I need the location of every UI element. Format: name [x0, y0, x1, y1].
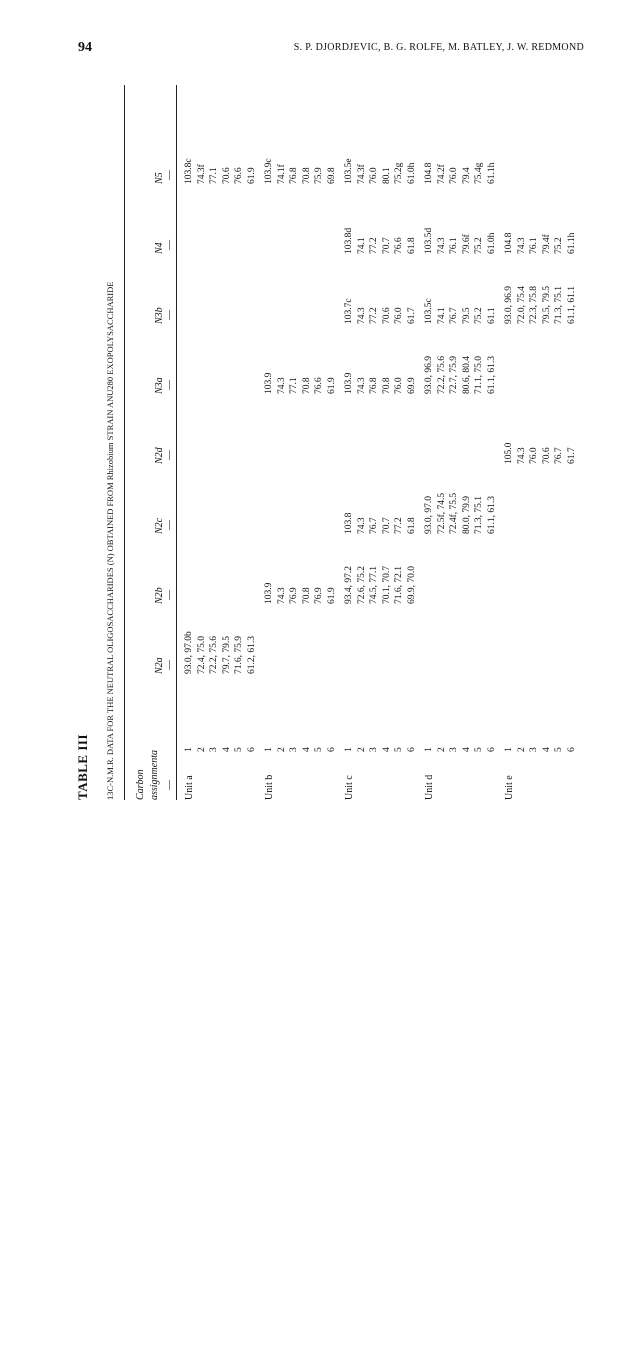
carbon-number: 1: [184, 747, 194, 752]
shift-value: 76.7: [449, 307, 460, 324]
column-dash: —: [164, 170, 175, 180]
carbon-number: 2: [196, 747, 207, 752]
carbon-number: 6: [327, 747, 337, 752]
shift-value: 74.3: [436, 237, 447, 254]
shift-value: 74.3: [356, 517, 367, 534]
shift-value: 72.4, 75.0: [196, 636, 207, 674]
unit-label: Unit c: [344, 775, 356, 800]
shift-value: 79.4: [461, 167, 472, 184]
shift-value: 93.0, 96.9: [424, 356, 435, 394]
shift-value: 61.1, 61.1: [567, 286, 578, 324]
unit-label: Unit d: [424, 774, 436, 800]
carbon-number: 1: [264, 747, 274, 752]
carbon-number: 3: [529, 747, 540, 752]
carbon-number: 2: [356, 747, 367, 752]
column-dash: —: [164, 780, 175, 790]
shift-value: 77.1: [289, 377, 300, 394]
header-rule: [176, 85, 177, 800]
shift-value: 104.8: [504, 232, 515, 254]
shift-value: 103.9: [344, 372, 355, 394]
carbon-number: 4: [221, 747, 232, 752]
carbon-number: 2: [436, 747, 447, 752]
shift-value: 74.1: [436, 307, 447, 324]
shift-value: 72.3, 75.8: [529, 286, 540, 324]
shift-value: 103.9: [264, 582, 274, 604]
carbon-number: 3: [289, 747, 300, 752]
shift-value: 76.8: [289, 167, 300, 184]
shift-value: 103.7c: [344, 298, 355, 324]
column-dash: —: [164, 520, 175, 530]
shift-value: 76.8: [369, 377, 380, 394]
shift-value: 79.4f: [541, 234, 552, 254]
shift-value: 70.6: [221, 167, 232, 184]
shift-value: 76.9: [289, 587, 300, 604]
shift-value: 71.1, 75.0: [474, 356, 485, 394]
shift-value: 75.2: [554, 237, 565, 254]
shift-value: 71.6, 72.1: [394, 566, 405, 604]
shift-value: 69.9: [407, 377, 418, 394]
shift-value: 70.8: [301, 167, 312, 184]
shift-value: 72.4f, 75.5: [449, 492, 460, 534]
shift-value: 76.6: [394, 237, 405, 254]
shift-value: 76.6: [314, 377, 325, 394]
carbon-number: 4: [461, 747, 472, 752]
column-header: N3b: [154, 307, 165, 324]
page-number: 94: [78, 40, 92, 55]
carbon-header: [134, 750, 162, 800]
carbon-number: 6: [247, 747, 257, 752]
column-dash: —: [164, 450, 175, 460]
unit-label: Unit a: [184, 775, 195, 800]
shift-value: 77.1: [209, 167, 220, 184]
shift-value: 80.1: [381, 167, 392, 184]
shift-value: 77.2: [394, 517, 405, 534]
column-header: N2a: [154, 657, 165, 674]
column-header: N5: [154, 172, 165, 184]
shift-value: 61.1h: [487, 162, 498, 184]
shift-value: 61.1, 61.3: [487, 496, 498, 534]
carbon-number: 2: [276, 747, 287, 752]
shift-value: 74.3: [276, 587, 287, 604]
carbon-number: 3: [449, 747, 460, 752]
shift-value: 103.5c: [424, 298, 435, 324]
shift-value: 103.5e: [344, 158, 355, 184]
top-rule: [124, 85, 125, 800]
running-head: S. P. DJORDJEVIC, B. G. ROLFE, M. BATLEY, J. W. REDMOND: [293, 42, 584, 53]
carbon-number: 1: [424, 747, 435, 752]
shift-value: 103.9c: [264, 158, 274, 184]
shift-value: 76.6: [234, 167, 245, 184]
shift-value: 76.0: [394, 307, 405, 324]
carbon-header-line1: Carbon: [135, 769, 146, 800]
column-header: N4: [154, 242, 165, 254]
shift-value: 74.3f: [356, 164, 367, 184]
carbon-number: 5: [394, 747, 405, 752]
column-dash: —: [164, 660, 175, 670]
shift-value: 75.9: [314, 167, 325, 184]
shift-value: 76.0: [369, 167, 380, 184]
carbon-number: 6: [487, 747, 498, 752]
carbon-number: 3: [369, 747, 380, 752]
shift-value: 71.6, 75.9: [234, 636, 245, 674]
shift-value: 75.4g: [474, 162, 485, 184]
shift-value: 103.9: [264, 372, 274, 394]
shift-value: 61.7: [567, 447, 578, 464]
shift-value: 61.7: [407, 307, 418, 324]
shift-value: 61.0h: [487, 232, 498, 254]
carbon-number: 3: [209, 747, 220, 752]
shift-value: 76.7: [369, 517, 380, 534]
table-iii: [70, 80, 624, 800]
shift-value: 70.6: [541, 447, 552, 464]
shift-value: 72.0, 75.4: [516, 286, 527, 324]
carbon-number: 5: [234, 747, 245, 752]
shift-value: 71.3, 75.1: [474, 496, 485, 534]
carbon-number: 4: [381, 747, 392, 752]
shift-value: 93.0, 97.0b: [184, 631, 194, 674]
column-dash: —: [164, 240, 175, 250]
shift-value: 61.9: [327, 377, 337, 394]
shift-value: 61.1: [487, 307, 498, 324]
carbon-number: 1: [504, 747, 515, 752]
shift-value: 70.7: [381, 237, 392, 254]
column-dash: —: [164, 380, 175, 390]
shift-value: 70.7: [381, 517, 392, 534]
shift-value: 74.3: [356, 377, 367, 394]
carbon-number: 4: [301, 747, 312, 752]
shift-value: 70.1, 70.7: [381, 566, 392, 604]
shift-value: 74.3: [276, 377, 287, 394]
shift-value: 72.2, 75.6: [209, 636, 220, 674]
carbon-header-line2: assignmenta: [149, 750, 160, 800]
shift-value: 80.6, 80.4: [461, 356, 472, 394]
column-header: N2c: [154, 517, 165, 534]
table-caption: 13C-N.M.R. DATA FOR THE NEUTRAL OLIGOSACCHARIDES (N) OBTAINED FROM Rhizobium STRAIN ANU280 EXOPOLYSACCHARIDE: [105, 281, 115, 800]
shift-value: 79.5, 79.5: [541, 286, 552, 324]
shift-value: 77.2: [369, 237, 380, 254]
shift-value: 79.6f: [461, 234, 472, 254]
shift-value: 69.8: [327, 167, 337, 184]
unit-label: Unit e: [504, 775, 516, 800]
unit-label: Unit b: [264, 774, 275, 800]
shift-value: 103.8d: [344, 227, 355, 254]
carbon-number: 6: [567, 747, 578, 752]
shift-value: 74.3: [516, 237, 527, 254]
column-dash: —: [164, 590, 175, 600]
shift-value: 93.4, 97.2: [344, 566, 355, 604]
carbon-number: 6: [407, 747, 418, 752]
shift-value: 76.1: [529, 237, 540, 254]
shift-value: 74.5, 77.1: [369, 566, 380, 604]
carbon-number: 2: [516, 747, 527, 752]
shift-value: 72.2, 75.6: [436, 356, 447, 394]
shift-value: 76.1: [449, 237, 460, 254]
shift-value: 74.1f: [276, 164, 287, 184]
shift-value: 76.0: [529, 447, 540, 464]
shift-value: 74.3: [516, 447, 527, 464]
shift-value: 72.6, 75.2: [356, 566, 367, 604]
shift-value: 61.9: [327, 587, 337, 604]
shift-value: 76.9: [314, 587, 325, 604]
shift-value: 76.0: [449, 167, 460, 184]
shift-value: 70.8: [381, 377, 392, 394]
shift-value: 74.1: [356, 237, 367, 254]
shift-value: 103.8c: [184, 158, 194, 184]
shift-value: 75.2g: [394, 162, 405, 184]
shift-value: 69.9, 70.0: [407, 566, 418, 604]
table-label: TABLE III: [75, 733, 90, 800]
shift-value: 74.3f: [196, 164, 207, 184]
carbon-number: 5: [554, 747, 565, 752]
shift-value: 70.8: [301, 587, 312, 604]
column-header: N3a: [154, 377, 165, 394]
shift-value: 79.7, 79.5: [221, 636, 232, 674]
shift-value: 61.9: [247, 167, 257, 184]
shift-value: 61.1h: [567, 232, 578, 254]
shift-value: 75.2: [474, 307, 485, 324]
shift-value: 103.8: [344, 512, 355, 534]
shift-value: 61.8: [407, 517, 418, 534]
shift-value: 104.8: [424, 162, 435, 184]
shift-value: 70.6: [381, 307, 392, 324]
column-header: N2b: [154, 587, 165, 604]
shift-value: 75.2: [474, 237, 485, 254]
shift-value: 72.5f, 74.5: [436, 492, 447, 534]
shift-value: 61.2, 61.3: [247, 636, 257, 674]
shift-value: 61.0h: [407, 162, 418, 184]
shift-value: 79.5: [461, 307, 472, 324]
shift-value: 93.0, 96.9: [504, 286, 515, 324]
column-header: N2d: [154, 447, 165, 464]
shift-value: 74.2f: [436, 164, 447, 184]
shift-value: 61.1, 61.3: [487, 356, 498, 394]
column-dash: —: [164, 310, 175, 320]
shift-value: 103.5d: [424, 227, 435, 254]
shift-value: 77.2: [369, 307, 380, 324]
shift-value: 70.8: [301, 377, 312, 394]
shift-value: 105.0: [504, 442, 515, 464]
shift-value: 71.3, 75.1: [554, 286, 565, 324]
carbon-number: 5: [474, 747, 485, 752]
shift-value: 61.8: [407, 237, 418, 254]
shift-value: 76.7: [554, 447, 565, 464]
shift-value: 72.7, 75.9: [449, 356, 460, 394]
rotated-table-container: [70, 158, 624, 1360]
shift-value: 76.0: [394, 377, 405, 394]
shift-value: 74.3: [356, 307, 367, 324]
carbon-number: 5: [314, 747, 325, 752]
shift-value: 93.0, 97.0: [424, 496, 435, 534]
shift-value: 80.0, 79.9: [461, 496, 472, 534]
carbon-number: 4: [541, 747, 552, 752]
carbon-number: 1: [344, 747, 355, 752]
